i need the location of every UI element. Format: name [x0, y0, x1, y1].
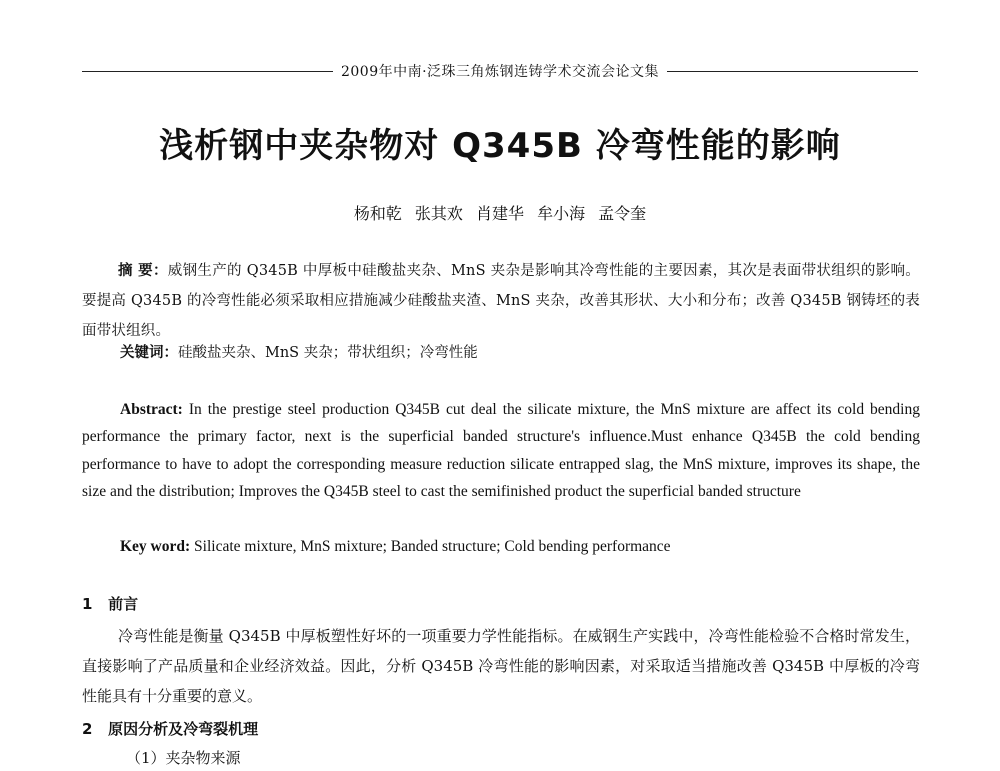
running-header [82, 61, 918, 81]
header-text: 2009年中南·泛珠三角炼钢连铸学术交流会论文集 [340, 64, 660, 80]
section-1-body: 冷弯性能是衡量 Q345B 中厚板塑性好坏的一项重要力学性能指标。在威钢生产实践中，冷弯性能检验不合格时常发生，直接影响了产品质量和企业经济效益。因此，分析 Q345B 冷弯性能的影响因素，对采取适当措施改善 Q345B 中厚板的冷弯性能具有十分重要的意义。 [82, 627, 920, 705]
keywords-cn-text: 硅酸盐夹杂、MnS 夹杂；带状组织；冷弯性能 [178, 345, 478, 361]
keywords-cn [82, 340, 958, 366]
abstract-cn-label: 摘 要： [118, 263, 168, 279]
header-rule-left [82, 71, 333, 72]
header-rule-right [667, 71, 918, 72]
section-2-heading: 2 原因分析及冷弯裂机理 [82, 720, 259, 738]
author-list: 杨和乾 张其欢 肖建华 牟小海 孟令奎 [353, 204, 647, 223]
abstract-en-text: In the prestige steel production Q345B cut deal the silicate mixture, the MnS mixture are affect its cold bending performance the primary factor, next is the superficial banded structure's influence.Must enhance Q345B the cold bending performance to have to adopt the corresponding measure reduction silicate entrapped slag, the MnS mixture, improves its shape, the size and the distribution; Improves the Q345B steel to cast the semifinished product the superficial banded structure [82, 401, 920, 500]
abstract-en-label: Abstract: [120, 401, 183, 418]
paper-title: 浅析钢中夹杂物对 Q345B 冷弯性能的影响 [159, 126, 841, 166]
keywords-cn-label: 关键词： [120, 345, 178, 361]
keywords-en-text: Silicate mixture, MnS mixture; Banded structure; Cold bending performance [190, 538, 671, 555]
keywords-en-label: Key word: [120, 538, 191, 555]
subsection-2-1-heading: （1）夹杂物来源 [126, 749, 241, 767]
abstract-cn-text: 威钢生产的 Q345B 中厚板中硅酸盐夹杂、MnS 夹杂是影响其冷弯性能的主要因素，其次是表面带状组织的影响。要提高 Q345B 的冷弯性能必须采取相应措施减少硅酸盐夹渣、MnS 夹杂，改善其形状、大小和分布；改善 Q345B 钢铸坯的表面带状组织。 [82, 263, 920, 339]
abstract-cn [82, 256, 920, 346]
section-1-heading: 1 前言 [82, 595, 139, 613]
abstract-en [82, 396, 920, 505]
keywords-en [82, 534, 958, 560]
